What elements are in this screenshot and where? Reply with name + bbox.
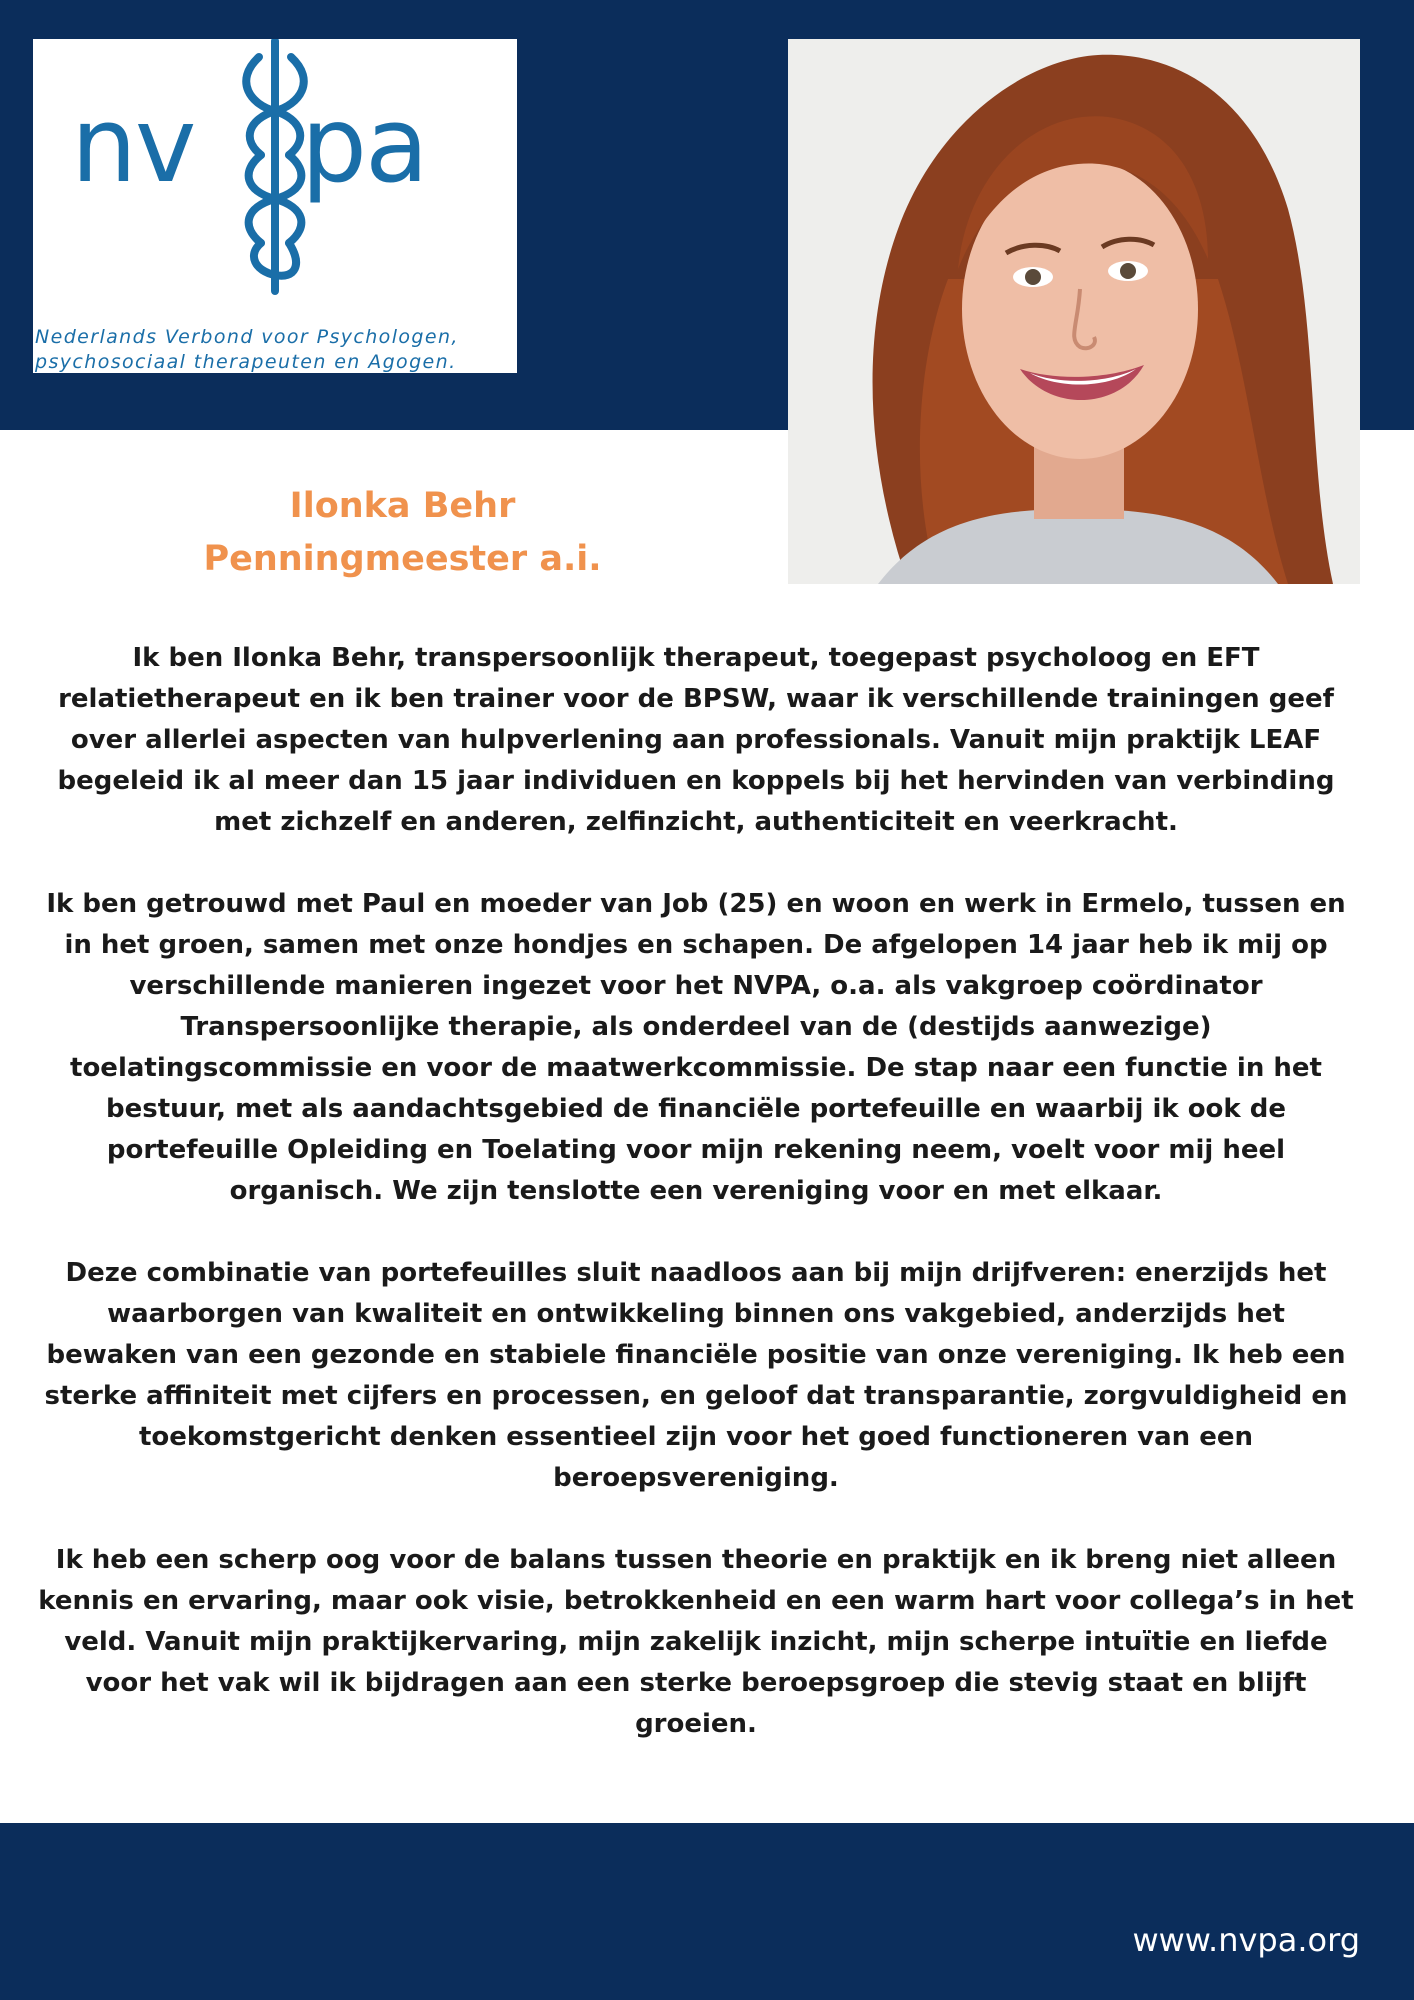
nvpa-logo [33, 39, 517, 373]
logo-tagline: Nederlands Verbond voor Psychologen, psychosociaal therapeuten en Agogen. [35, 326, 459, 373]
caduceus-icon [246, 41, 304, 291]
profile-name: Ilonka Behr [289, 486, 516, 526]
bio-paragraph-2: Ik ben getrouwd met Paul en moeder van Job (25) en woon en werk in Ermelo, tussen en in het groen, samen met onze hondjes en schapen. De afgelopen 14 jaar heb ik mij op verschillende manieren ingezet voor het NVPA, o.a. als vakgroep coördinator Transpersoonlijke therapie, als onderdeel van de (destijds aanwezige) toelatingscommissie en voor de maatwerkcommissie. De stap naar een functie in het bestuur, met als aandachtsgebied de financiële portefeuille en waarbij ik ook de portefeuille Opleiding en Toelating voor mijn rekening neem, voelt voor mij heel organisch. We zijn tenslotte een vereniging voor en met elkaar. [46, 889, 1346, 1206]
logo-text-right: pa [301, 84, 427, 206]
bio-paragraph-4: Ik heb een scherp oog voor de balans tussen theorie en praktijk en ik breng niet alleen kennis en ervaring, maar ook visie, betrokkenheid en een warm hart voor collega’s in het veld. Vanuit mijn praktijkervaring, mijn zakelijk inzicht, mijn scherpe intuïtie en liefde voor het vak wil ik bijdragen aan een sterke beroepsgroep die stevig staat en blijft groeien. [38, 1545, 1354, 1739]
logo-graphic [33, 39, 517, 373]
profile-heading [130, 480, 675, 586]
logo-text-left: nv [71, 84, 195, 206]
website-link[interactable]: www.nvpa.org [1132, 1921, 1360, 1959]
footer-band [0, 1823, 1414, 2000]
portrait-illustration [788, 39, 1360, 584]
bio-paragraph-3: Deze combinatie van portefeuilles sluit naadloos aan bij mijn drijfveren: enerzijds het waarborgen van kwaliteit en ontwikkeling binnen ons vakgebied, anderzijds het bewaken van een gezonde en stabiele financiële positie van onze vereniging. Ik heb een sterke affiniteit met cijfers en processen, en geloof dat transparantie, zorgvuldigheid en toekomstgericht denken essentieel zijn voor het goed functioneren van een beroepsvereniging. [44, 1258, 1348, 1493]
bio-paragraph-1: Ik ben Ilonka Behr, transpersoonlijk therapeut, toegepast psycholoog en EFT relatietherapeut en ik ben trainer voor de BPSW, waar ik verschillende trainingen geef over allerlei aspecten van hulpverlening aan professionals. Vanuit mijn praktijk LEAF begeleid ik al meer dan 15 jaar individuen en koppels bij het hervinden van verbinding met zichzelf en anderen, zelfinzicht, authenticiteit en veerkracht. [57, 643, 1335, 837]
profile-role: Penningmeester a.i. [203, 539, 602, 579]
portrait-photo [788, 39, 1360, 584]
bio-section [38, 638, 1354, 1786]
